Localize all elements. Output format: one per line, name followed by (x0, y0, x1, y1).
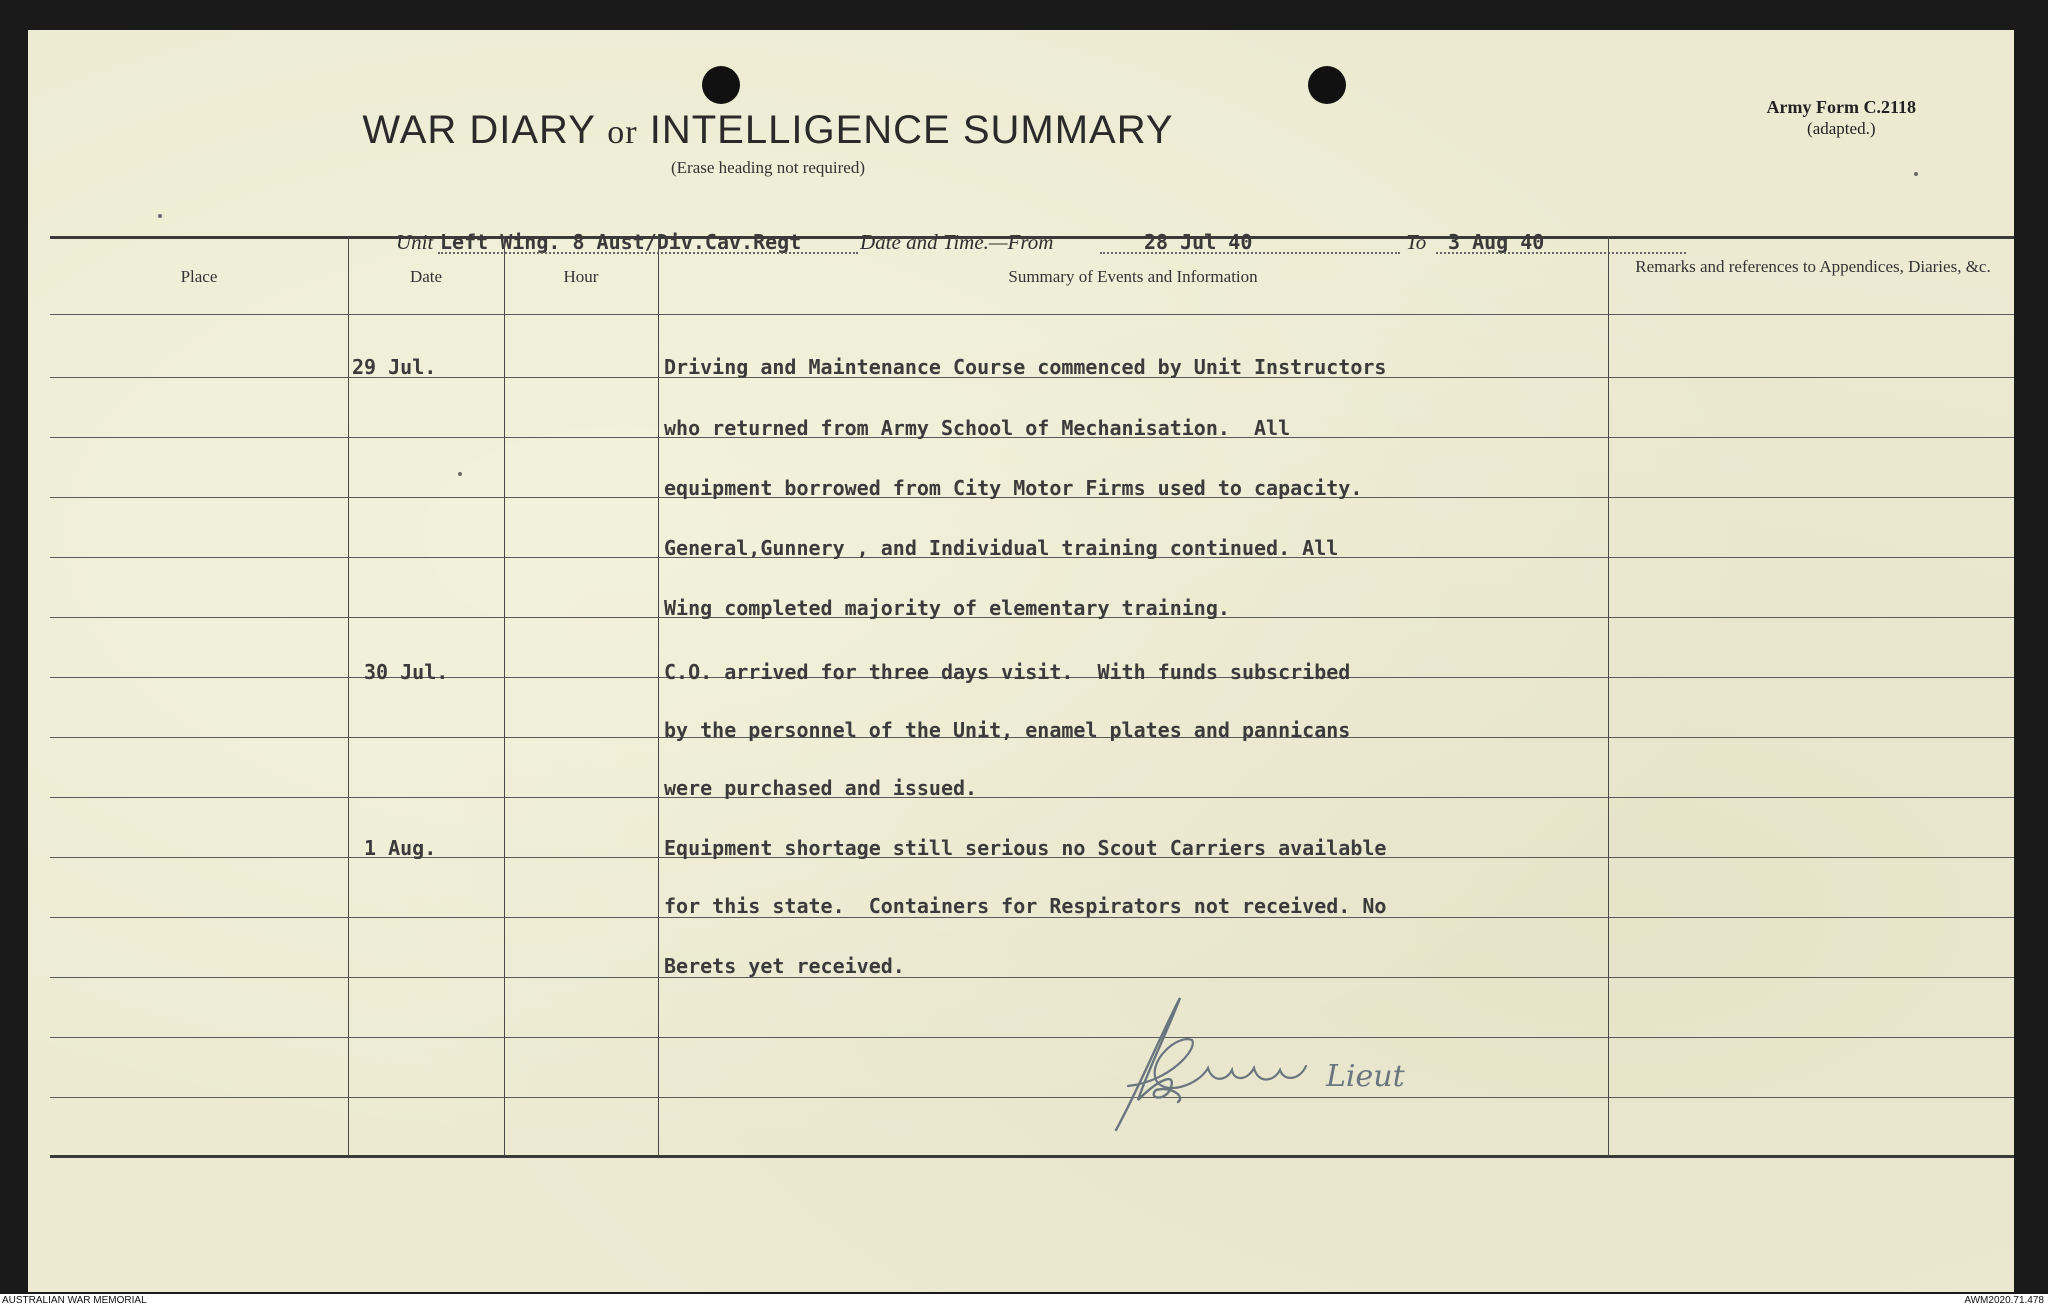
paper-speck (158, 214, 162, 218)
paper-speck (1914, 172, 1918, 176)
column-divider-place (348, 236, 349, 1156)
unit-dotted-line (438, 252, 858, 254)
punch-hole-right (1308, 66, 1346, 104)
punch-hole-left (702, 66, 740, 104)
war-diary-form (28, 30, 2014, 1292)
table-top-rule (50, 236, 2014, 239)
summary-line: C.O. arrived for three days visit. With funds subscribed (664, 660, 1351, 684)
table-bottom-rule (50, 1155, 2014, 1158)
header-rule (50, 314, 2014, 315)
unit-line (396, 226, 1686, 260)
handwritten-signature (1108, 990, 1468, 1140)
summary-line: Equipment shortage still serious no Scout Carriers available (664, 836, 1387, 860)
row-rule (50, 1037, 2014, 1038)
signature-rank: Lieut (1326, 1059, 1405, 1094)
summary-line: Driving and Maintenance Course commenced by Unit Instructors (664, 355, 1387, 379)
footer-institution: AUSTRALIAN WAR MEMORIAL (2, 1295, 147, 1306)
entry-date: 29 Jul. (352, 355, 437, 379)
title-part-1: WAR DIARY (362, 108, 596, 152)
header-place: Place (180, 267, 218, 286)
footer-accession-number: AWM2020.71.478 (1964, 1295, 2044, 1306)
to-value: 3 Aug 40 (1448, 230, 1545, 254)
entry-date: 1 Aug. (364, 836, 437, 860)
row-rule (50, 1097, 2014, 1098)
paper-speck (458, 472, 462, 476)
column-divider-hour (658, 236, 659, 1156)
header-hour: Hour (563, 267, 599, 286)
title-part-2: INTELLIGENCE SUMMARY (649, 108, 1174, 152)
from-dotted-line (1100, 252, 1400, 254)
header-date: Date (409, 267, 443, 286)
header-summary: Summary of Events and Information (1008, 267, 1258, 286)
summary-line: equipment borrowed from City Motor Firms used to capacity. (664, 476, 1363, 500)
form-title (28, 108, 1508, 153)
entry-date: 30 Jul. (364, 660, 449, 684)
summary-line: who returned from Army School of Mechanisation. All (664, 416, 1291, 440)
to-label: To (1406, 230, 1427, 254)
summary-line: were purchased and issued. (664, 776, 978, 800)
form-subtitle: (Erase heading not required) (671, 158, 865, 177)
summary-line: for this state. Containers for Respirators not received. No (664, 894, 1387, 918)
army-form-adapted: (adapted.) (1807, 119, 1876, 138)
summary-line: General,Gunnery , and Individual training continued. All (664, 536, 1339, 560)
column-divider-date (504, 236, 505, 1156)
title-or: or (607, 114, 638, 151)
from-value: 28 Jul 40 (1144, 230, 1253, 254)
header-remarks: Remarks and references to Appendices, Diaries, &c. (1635, 257, 1991, 276)
summary-line: Berets yet received. (664, 954, 905, 978)
row-rule (50, 977, 2014, 978)
column-divider-summary (1608, 236, 1609, 1156)
unit-value: Left Wing. 8 Aust/Div.Cav.Regt (440, 230, 802, 254)
unit-label: Unit (396, 230, 434, 254)
summary-line: Wing completed majority of elementary training. (664, 596, 1230, 620)
army-form-number (1767, 96, 1916, 140)
to-dotted-line (1436, 252, 1686, 254)
row-rule (50, 797, 2014, 798)
summary-line: by the personnel of the Unit, enamel plates and pannicans (664, 718, 1351, 742)
date-time-label: Date and Time.—From (860, 230, 1054, 254)
army-form-label: Army Form C.2118 (1766, 97, 1916, 117)
